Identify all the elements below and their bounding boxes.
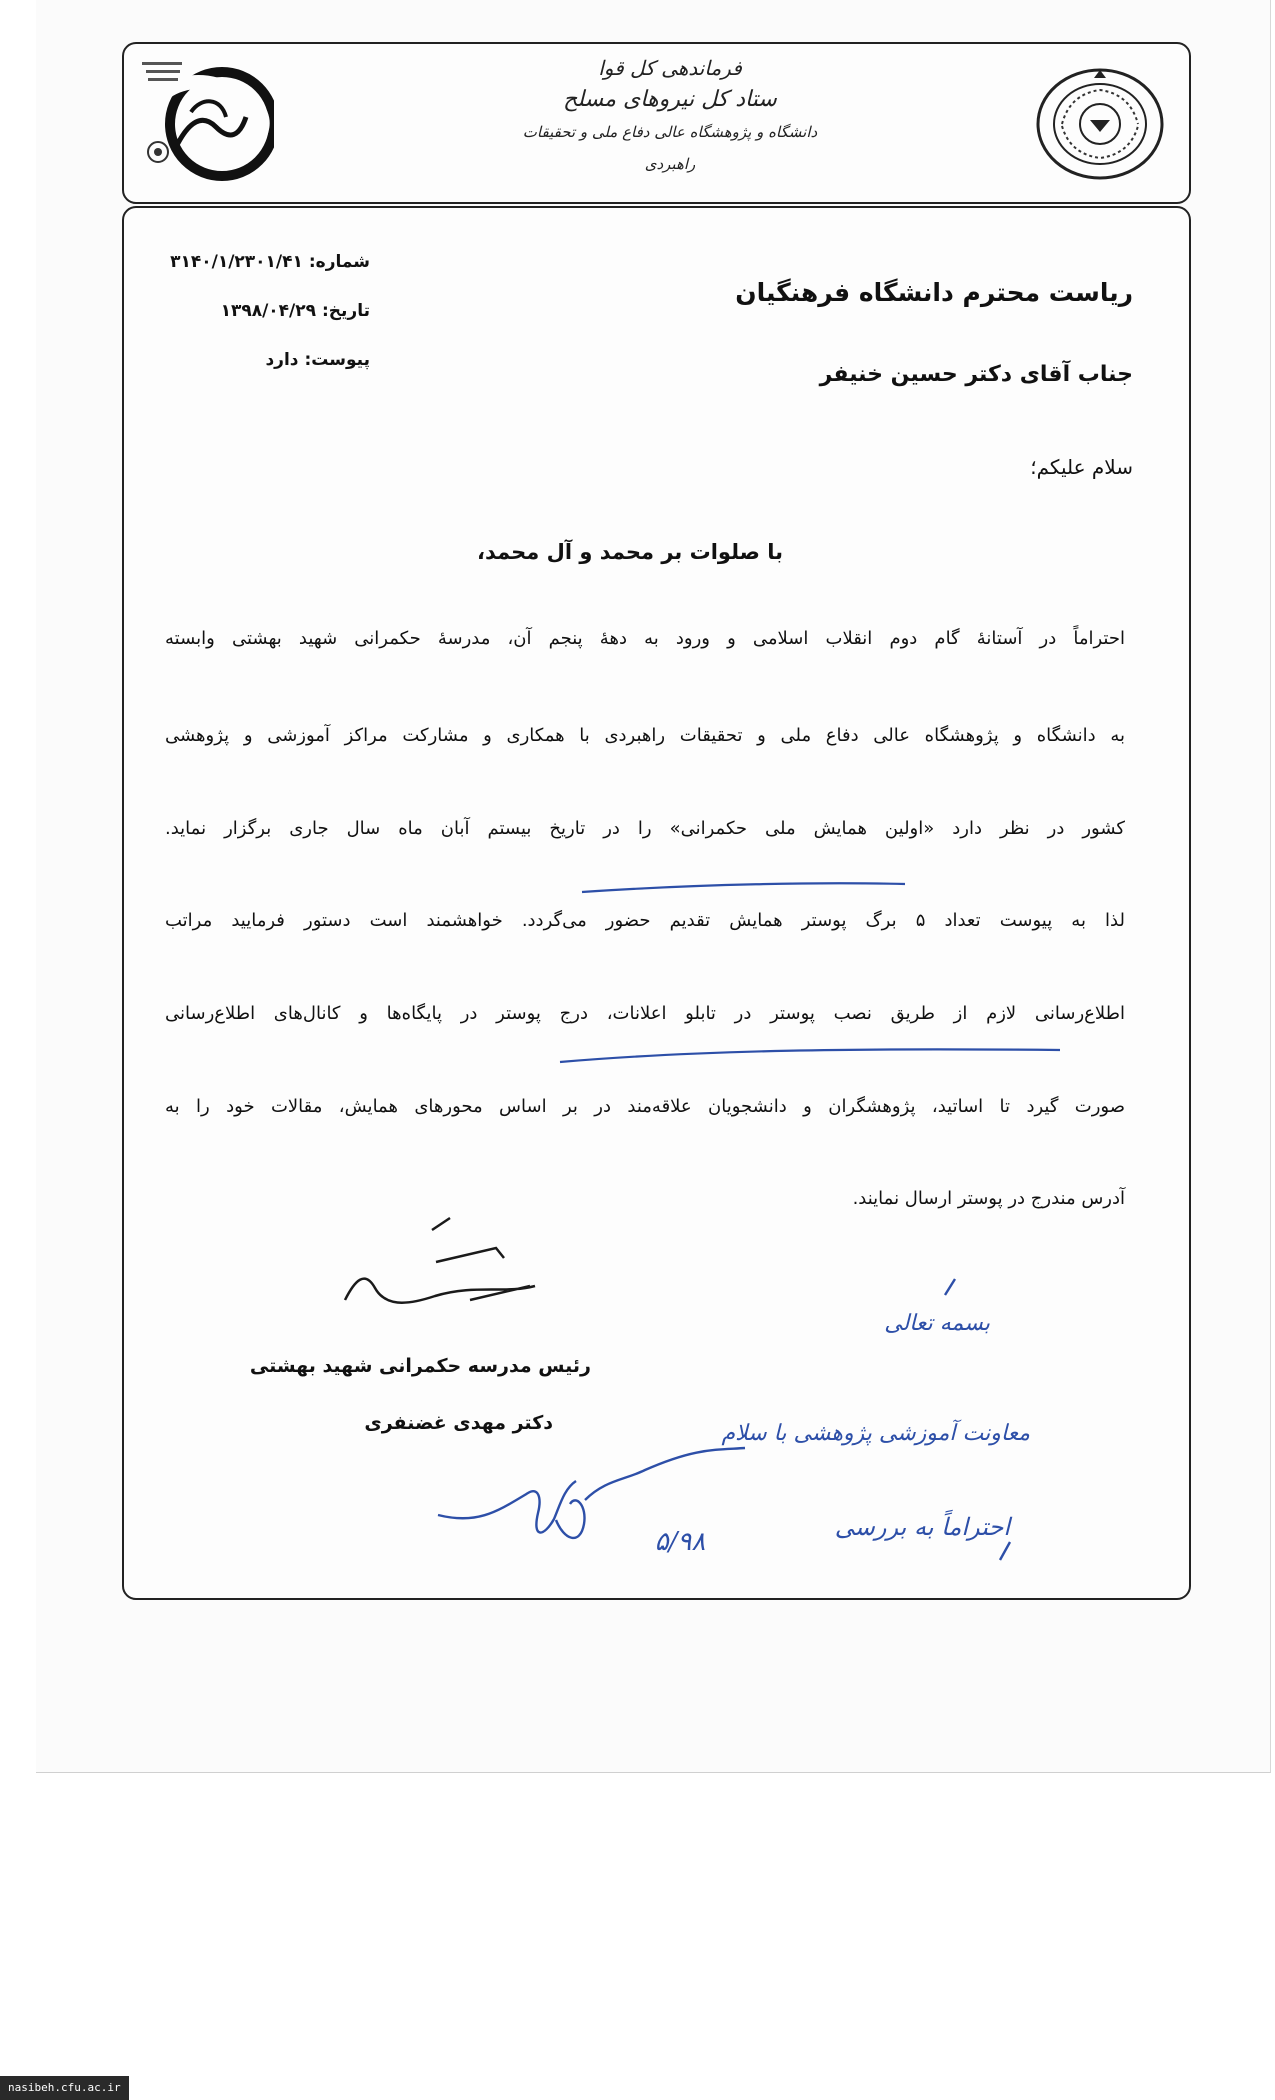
letter-body-box <box>122 206 1191 1600</box>
attachment-value: دارد <box>265 350 299 370</box>
letterhead-line-2: ستاد کل نیروهای مسلح <box>563 87 777 112</box>
body-line-4: لذا به پیوست تعداد ۵ برگ پوستر همایش تقدیم حضور می‌گردد. خواهشمند است دستور فرمایید مراتب <box>165 910 1125 931</box>
addressee-title: ریاست محترم دانشگاه فرهنگیان <box>735 278 1133 307</box>
letter-number <box>150 238 370 287</box>
date-label: تاریخ: <box>322 301 370 321</box>
note-line-1: بسمه تعالی <box>884 1311 990 1336</box>
body-line-5: اطلاع‌رسانی لازم از طریق نصب پوستر در تابلو اعلانات، درج پوستر در پایگاه‌ها و کانال‌های اطلاع‌رسانی <box>165 1003 1125 1024</box>
body-line-3: کشور در نظر دارد «اولین همایش ملی حکمرانی» را در تاریخ بیستم آبان ماه سال جاری برگزار نماید. <box>165 818 1125 839</box>
number-value: ۳۱۴۰/۱/۲۳۰۱/۴۱ <box>170 252 303 272</box>
greeting: سلام علیکم؛ <box>1030 455 1133 479</box>
letter-date <box>150 287 370 336</box>
letterhead-line-1: فرماندهی کل قوا <box>598 56 742 80</box>
conference-logo-icon <box>136 52 274 192</box>
body-line-2: به دانشگاه و پژوهشگاه عالی دفاع ملی و تحقیقات راهبردی با همکاری و مشارکت مراکز آموزشی و پژوهشی <box>165 725 1125 746</box>
note-date: ۵/۹۸ <box>654 1527 706 1557</box>
body-line-1: احتراماً در آستانهٔ گام دوم انقلاب اسلامی و ورود به دههٔ پنجم آن، مدرسهٔ حکمرانی شهید بهشتی وابسته <box>165 628 1125 649</box>
letterhead-line-3: دانشگاه و پژوهشگاه عالی دفاع ملی و تحقیقات راهبردی <box>522 123 818 173</box>
number-label: شماره: <box>308 252 370 272</box>
body-line-7: آدرس مندرج در پوستر ارسال نمایند. <box>852 1188 1125 1209</box>
salawat-line: با صلوات بر محمد و آل محمد، <box>476 540 784 564</box>
letter-meta <box>150 238 370 385</box>
addressee-name: جناب آقای دکتر حسین خنیفر <box>819 362 1133 387</box>
note-line-3: احتراماً به بررسی <box>834 1513 1010 1541</box>
date-value: ۱۳۹۸/۰۴/۲۹ <box>220 301 316 321</box>
university-seal-icon <box>1032 64 1168 184</box>
attachment-label: پیوست: <box>304 350 370 370</box>
source-watermark: nasibeh.cfu.ac.ir <box>0 2076 129 2100</box>
note-line-2: معاونت آموزشی پژوهشی با سلام <box>721 1421 1030 1446</box>
signatory-title: رئیس مدرسه حکمرانی شهید بهشتی <box>249 1355 591 1377</box>
body-line-6: صورت گیرد تا اساتید، پژوهشگران و دانشجویان علاقه‌مند در بر اساس محورهای همایش، مقالات خود را به <box>165 1096 1125 1117</box>
signatory-name: دکتر مهدی غضنفری <box>364 1412 553 1434</box>
letter-attachment <box>150 336 370 385</box>
letterhead-text <box>520 52 820 180</box>
